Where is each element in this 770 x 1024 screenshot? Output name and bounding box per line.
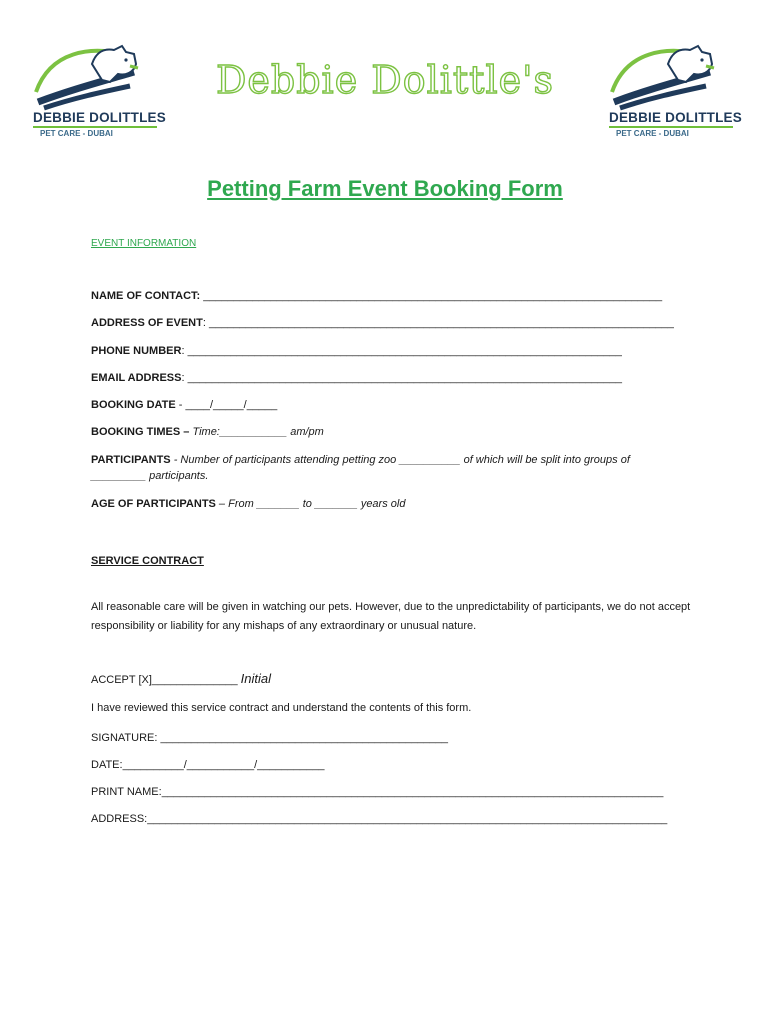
print-name-field[interactable]: PRINT NAME:__________________________________________________________________________________ <box>91 786 664 798</box>
accept-label[interactable]: ACCEPT [X]______________ <box>91 674 241 686</box>
logo-divider <box>33 126 157 128</box>
field-label: PHONE NUMBER <box>91 345 182 357</box>
field-blank[interactable]: - Number of participants attending petting zoo __________ of which will be split into groups of <box>170 454 630 466</box>
address-field[interactable]: ADDRESS:_____________________________________________________________________________________ <box>91 813 668 825</box>
field-label: BOOKING TIMES – <box>91 426 190 438</box>
logo-brand-name: DEBBIE DOLITTLES <box>33 110 166 125</box>
contract-text: All reasonable care will be given in watching our pets. However, due to the unpredictability of participants, we do not accept responsibility or liability for any mishaps of any extraordinary or unusual nature. <box>91 601 691 632</box>
field-phone-number[interactable] <box>91 345 622 357</box>
company-logo-right <box>606 42 742 142</box>
logo-brand-name: DEBBIE DOLITTLES <box>609 110 742 125</box>
field-blank[interactable]: : _______________________________________________________________________ <box>181 372 622 384</box>
field-blank[interactable]: ___________________________________________________________________________ <box>200 290 663 302</box>
logo-divider <box>609 126 733 128</box>
field-participants-groups[interactable] <box>91 470 208 482</box>
section-service-contract: SERVICE CONTRACT <box>91 555 204 567</box>
field-blank[interactable]: – From _______ to _______ years old <box>215 498 406 510</box>
accept-initial-field[interactable] <box>91 671 271 686</box>
form-title: Petting Farm Event Booking Form <box>207 176 563 201</box>
signature-field[interactable]: SIGNATURE: _______________________________________________ <box>91 732 449 744</box>
field-booking-times[interactable] <box>91 426 324 438</box>
field-name-of-contact[interactable] <box>91 290 662 302</box>
field-participants[interactable] <box>91 454 630 466</box>
initial-label: Initial <box>240 671 271 686</box>
logo-tagline: PET CARE - DUBAI <box>40 129 113 138</box>
field-age-of-participants[interactable] <box>91 498 405 510</box>
field-email-address[interactable] <box>91 372 622 384</box>
field-label: EMAIL ADDRESS <box>91 372 182 384</box>
field-blank[interactable]: : _______________________________________________________________________ <box>181 345 622 357</box>
field-address-of-event[interactable] <box>91 317 674 329</box>
field-blank[interactable]: : ____________________________________________________________________________ <box>202 317 674 329</box>
reviewed-statement: I have reviewed this service contract and understand the contents of this form. <box>91 702 472 714</box>
dog-logo-icon <box>606 42 736 112</box>
field-label: AGE OF PARTICIPANTS <box>91 498 216 510</box>
date-field[interactable]: DATE:__________/___________/___________ <box>91 759 325 771</box>
field-blank[interactable]: Time:___________ am/pm <box>189 426 324 438</box>
field-label: NAME OF CONTACT: <box>91 290 201 302</box>
field-label: PARTICIPANTS <box>91 454 171 466</box>
field-blank[interactable]: - ____/_____/_____ <box>175 399 278 411</box>
brand-title: Debbie Dolittle's <box>215 58 555 102</box>
field-label: ADDRESS OF EVENT <box>91 317 203 329</box>
field-booking-date[interactable] <box>91 399 277 411</box>
field-blank[interactable]: _________ participants. <box>91 470 209 482</box>
section-event-information: EVENT INFORMATION <box>91 238 197 249</box>
field-label: BOOKING DATE <box>91 399 176 411</box>
logo-tagline: PET CARE - DUBAI <box>616 129 689 138</box>
